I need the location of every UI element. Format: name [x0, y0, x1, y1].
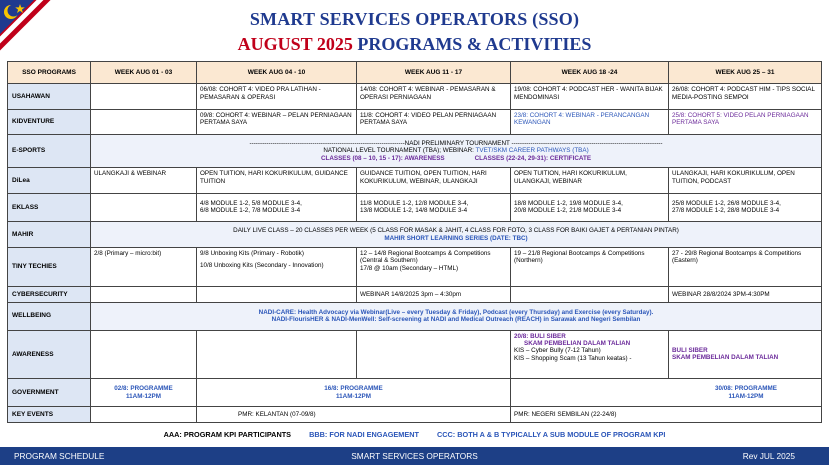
esports-all-weeks	[91, 135, 822, 168]
wellbeing-all-weeks	[91, 302, 822, 330]
label-awareness: AWARENESS	[8, 330, 91, 379]
label-cybersecurity: CYBERSECURITY	[8, 287, 91, 303]
header-week-5: WEEK AUG 25 – 31	[669, 62, 822, 84]
legend-kpi: AAA: PROGRAM KPI PARTICIPANTS	[163, 430, 292, 439]
label-kidventure: KIDVENTURE	[8, 109, 91, 134]
dilea-week-3: GUIDANCE TUITION, OPEN TUITION, HARI KOKURIKULUM, WEBINAR, ULANGKAJI	[357, 168, 511, 193]
eklass-week-5-line-1: 25/8 MODULE 1-2, 26/8 MODULE 3-4,	[672, 200, 781, 208]
label-government: GOVERNMENT	[8, 379, 91, 407]
eklass-week-2	[197, 193, 357, 222]
government-week-1-line-2: 11AM-12PM	[126, 392, 161, 400]
header-week-1: WEEK AUG 01 - 03	[91, 62, 197, 84]
eklass-week-4-line-1: 18/8 MODULE 1-2, 19/8 MODULE 3-4,	[514, 200, 623, 208]
page-title: SMART SERVICES OPERATORS (SSO)	[249, 9, 580, 29]
keyevents-pmr-negeri-sembilan: PMR: NEGERI SEMBILAN (22-24/8)	[514, 410, 617, 418]
awareness-week-4	[511, 330, 669, 379]
awareness-week-4-line-2: SKAM PEMBELIAN DALAM TALIAN	[524, 339, 631, 347]
awareness-week-1	[91, 330, 197, 379]
legend-engagement: BBB: FOR NADI ENGAGEMENT	[309, 430, 419, 439]
usahawan-week-4: 19/08: COHORT 4: PODCAST HER - WANITA BIJAK MENDOMINASI	[511, 84, 669, 109]
tinytechies-week-2	[197, 247, 357, 286]
label-wellbeing: WELLBEING	[8, 302, 91, 330]
tinytechies-week-2-line-2: 10/8 Unboxing Kits (Secondary - Innovation)	[200, 262, 324, 270]
government-week-5-line-1: 30/08: PROGRAMME	[715, 385, 777, 393]
awareness-week-4-line-1: 20/8: BULI SIBER	[514, 332, 566, 340]
eklass-week-2-line-2: 6/8 MODULE 1-2, 7/8 MODULE 3-4	[200, 207, 301, 215]
kidventure-week-1	[91, 109, 197, 134]
label-esports: E-SPORTS	[8, 135, 91, 168]
kidventure-week-2: 09/8: COHORT 4: WEBINAR – PELAN PERNIAGAAN PERTAMA SAYA	[197, 109, 357, 134]
tinytechies-week-1: 2/8 (Primary – micro:bit)	[91, 247, 197, 286]
dilea-week-4: OPEN TUITION, HARI KOKURIKULUM, ULANGKAJI, WEBINAR	[511, 168, 669, 193]
esports-classes-certificate: CLASSES (22-24, 29-31): CERTIFICATE	[474, 154, 592, 162]
esports-classes-awareness: CLASSES (08 – 10, 15 - 17): AWARENESS	[320, 154, 445, 162]
tinytechies-week-2-line-1: 9/8 Unboxing Kits (Primary - Robotik)	[200, 249, 304, 257]
footer-organization: SMART SERVICES OPERATORS	[351, 451, 478, 461]
cybersecurity-week-2	[197, 287, 357, 303]
label-mahir: MAHIR	[8, 222, 91, 247]
cybersecurity-week-1	[91, 287, 197, 303]
wellbeing-nadi-flourisher: NADI-FlourisHER & NADI-MenWell: Self-screening at NADI and Medical Outreach (REACH) in Sarawak and Negeri Sembilan	[271, 316, 641, 324]
row-tiny-techies	[8, 247, 822, 286]
eklass-week-5-line-2: 27/8 MODULE 1-2, 28/8 MODULE 3-4	[672, 207, 780, 215]
row-key-events	[8, 406, 822, 422]
footer-bar	[0, 447, 829, 465]
row-mahir	[8, 222, 822, 247]
esports-webinar-text: TVET/SKM CAREER PATHWAYS (TBA)	[475, 147, 589, 155]
row-awareness	[8, 330, 822, 379]
row-eklass	[8, 193, 822, 222]
eklass-week-4	[511, 193, 669, 222]
row-kidventure	[8, 109, 822, 134]
program-schedule-table	[7, 61, 822, 423]
subtitle-rest: PROGRAMS & ACTIVITIES	[352, 34, 592, 54]
government-week-1-line-1: 02/8: PROGRAMME	[114, 385, 173, 393]
header-week-3: WEEK AUG 11 - 17	[357, 62, 511, 84]
dilea-week-5: ULANGKAJI, HARI KOKURIKULUM, OPEN TUITION, PODCAST	[669, 168, 822, 193]
government-week-2-3	[197, 379, 511, 407]
eklass-week-3-line-2: 13/8 MODULE 1-2, 14/8 MODULE 3-4	[360, 207, 468, 215]
label-eklass: EKLASS	[8, 193, 91, 222]
awareness-week-5-line-1: BULI SIBER	[672, 347, 708, 355]
cybersecurity-week-4	[511, 287, 669, 303]
page-subtitle	[0, 34, 829, 55]
label-tiny-techies: TINY TECHIES	[8, 247, 91, 286]
esports-national	[94, 147, 818, 154]
usahawan-week-2: 06/08: COHORT 4: VIDEO PRA LATIHAN - PEMASARAN & OPERASI	[197, 84, 357, 109]
header-sso-programs: SSO PROGRAMS	[8, 62, 91, 84]
eklass-week-3-line-1: 11/8 MODULE 1-2, 12/8 MODULE 3-4,	[360, 200, 469, 208]
kidventure-week-4: 23/8: COHORT 4: WEBINAR - PERANCANGAN KEWANGAN	[511, 109, 669, 134]
legend	[0, 430, 829, 439]
row-esports	[8, 135, 822, 168]
label-key-events: KEY EVENTS	[8, 406, 91, 422]
header-week-4: WEEK AUG 18 -24	[511, 62, 669, 84]
dilea-week-2: OPEN TUITION, HARI KOKURIKULUM, GUIDANCE TUITION	[197, 168, 357, 193]
government-week-3-line-2: 11AM-12PM	[336, 392, 371, 400]
esports-preliminary: --------------------------------------------------------------------------NADI PRELIMINARY TOURNAMENT ------------------------------------------------------------------------	[249, 140, 663, 148]
month-label: AUGUST 2025	[237, 34, 353, 54]
header-week-2: WEEK AUG 04 - 10	[197, 62, 357, 84]
government-week-5-line-2: 11AM-12PM	[728, 392, 764, 400]
eklass-week-1	[91, 193, 197, 222]
footer-revision: Rev JUL 2025	[742, 451, 795, 461]
tinytechies-week-5: 27 - 29/8 Regional Bootcamps & Competitions (Eastern)	[669, 247, 822, 286]
keyevents-week-1	[91, 406, 197, 422]
mahir-short-learning: MAHIR SHORT LEARNING SERIES (DATE: TBC)	[384, 234, 528, 242]
tinytechies-week-4: 19 – 21/8 Regional Bootcamps & Competitions (Northern)	[511, 247, 669, 286]
cybersecurity-week-5: WEBINAR 28/8/2024 3PM-4:30PM	[669, 287, 822, 303]
footer-program-schedule: PROGRAM SCHEDULE	[14, 451, 105, 461]
esports-classes	[94, 155, 818, 162]
table-header-row	[8, 62, 822, 84]
usahawan-week-3: 14/08: COHORT 4: WEBINAR - PEMASARAN & OPERASI PERNIAGAAN	[357, 84, 511, 109]
row-cybersecurity	[8, 287, 822, 303]
keyevents-week-2-3	[197, 406, 511, 422]
eklass-week-2-line-1: 4/8 MODULE 1-2, 5/8 MODULE 3-4,	[200, 200, 302, 208]
cybersecurity-week-3: WEBINAR 14/8/2025 3pm – 4:30pm	[357, 287, 511, 303]
kidventure-week-5: 25/8: COHORT 5: VIDEO PELAN PERNIAGAAN PERTAMA SAYA	[669, 109, 822, 134]
usahawan-week-1	[91, 84, 197, 109]
awareness-week-4-line-3: KIS – Cyber Bully (7-12 Tahun)	[514, 347, 601, 355]
keyevents-week-4-5	[511, 406, 822, 422]
keyevents-pmr-kelantan: PMR: KELANTAN (07-09/8)	[238, 410, 316, 418]
row-dilea	[8, 168, 822, 193]
legend-both: CCC: BOTH A & B TYPICALLY A SUB MODULE OF PROGRAM KPI	[436, 430, 666, 439]
awareness-week-2	[197, 330, 357, 379]
awareness-week-4-line-4: KIS – Shopping Scam (13 Tahun keatas) -	[514, 354, 632, 362]
label-usahawan: USAHAWAN	[8, 84, 91, 109]
awareness-week-5-line-2: SKAM PEMBELIAN DALAM TALIAN	[672, 354, 779, 362]
awareness-week-3	[357, 330, 511, 379]
kidventure-week-3: 11/8: COHORT 4: VIDEO PELAN PERNIAGAAN PERTAMA SAYA	[357, 109, 511, 134]
tinytechies-week-3	[357, 247, 511, 286]
usahawan-week-5: 26/08: COHORT 4: PODCAST HIM - TIPS SOCIAL MEDIA-POSTING SEMPOI	[669, 84, 822, 109]
eklass-week-5	[669, 193, 822, 222]
tinytechies-week-3-line-1: 12 – 14/8 Regional Bootcamps & Competitions (Central & Southern)	[360, 249, 491, 265]
eklass-week-4-line-2: 20/8 MODULE 1-2, 21/8 MODULE 3-4	[514, 207, 622, 215]
esports-national-text: NATIONAL LEVEL TOURNAMENT (TBA); WEBINAR:	[323, 147, 476, 155]
row-government	[8, 379, 822, 407]
mahir-daily-classes: DAILY LIVE CLASS – 20 CLASSES PER WEEK (5 CLASS FOR MASAK & JAHIT, 4 CLASS FOR FOTO, 3 CLASS FOR BAIKI GAJET & PERTANIAN PINTAR)	[233, 227, 679, 235]
government-week-4-5	[511, 379, 822, 407]
row-usahawan	[8, 84, 822, 109]
wellbeing-nadi-care: NADI-CARE: Health Advocacy via Webinar(Live – every Tuesday & Friday), Podcast (every Thursday) and Exercise (every Saturday).	[258, 308, 654, 316]
government-week-1	[91, 379, 197, 407]
label-dilea: DiLea	[8, 168, 91, 193]
tinytechies-week-3-line-2: 17/8 @ 10am (Secondary – HTML)	[360, 264, 459, 272]
dilea-week-1: ULANGKAJI & WEBINAR	[91, 168, 197, 193]
eklass-week-3	[357, 193, 511, 222]
mahir-all-weeks	[91, 222, 822, 247]
government-week-3-line-1: 16/8: PROGRAMME	[324, 385, 383, 393]
awareness-week-5	[669, 330, 822, 379]
row-wellbeing	[8, 302, 822, 330]
